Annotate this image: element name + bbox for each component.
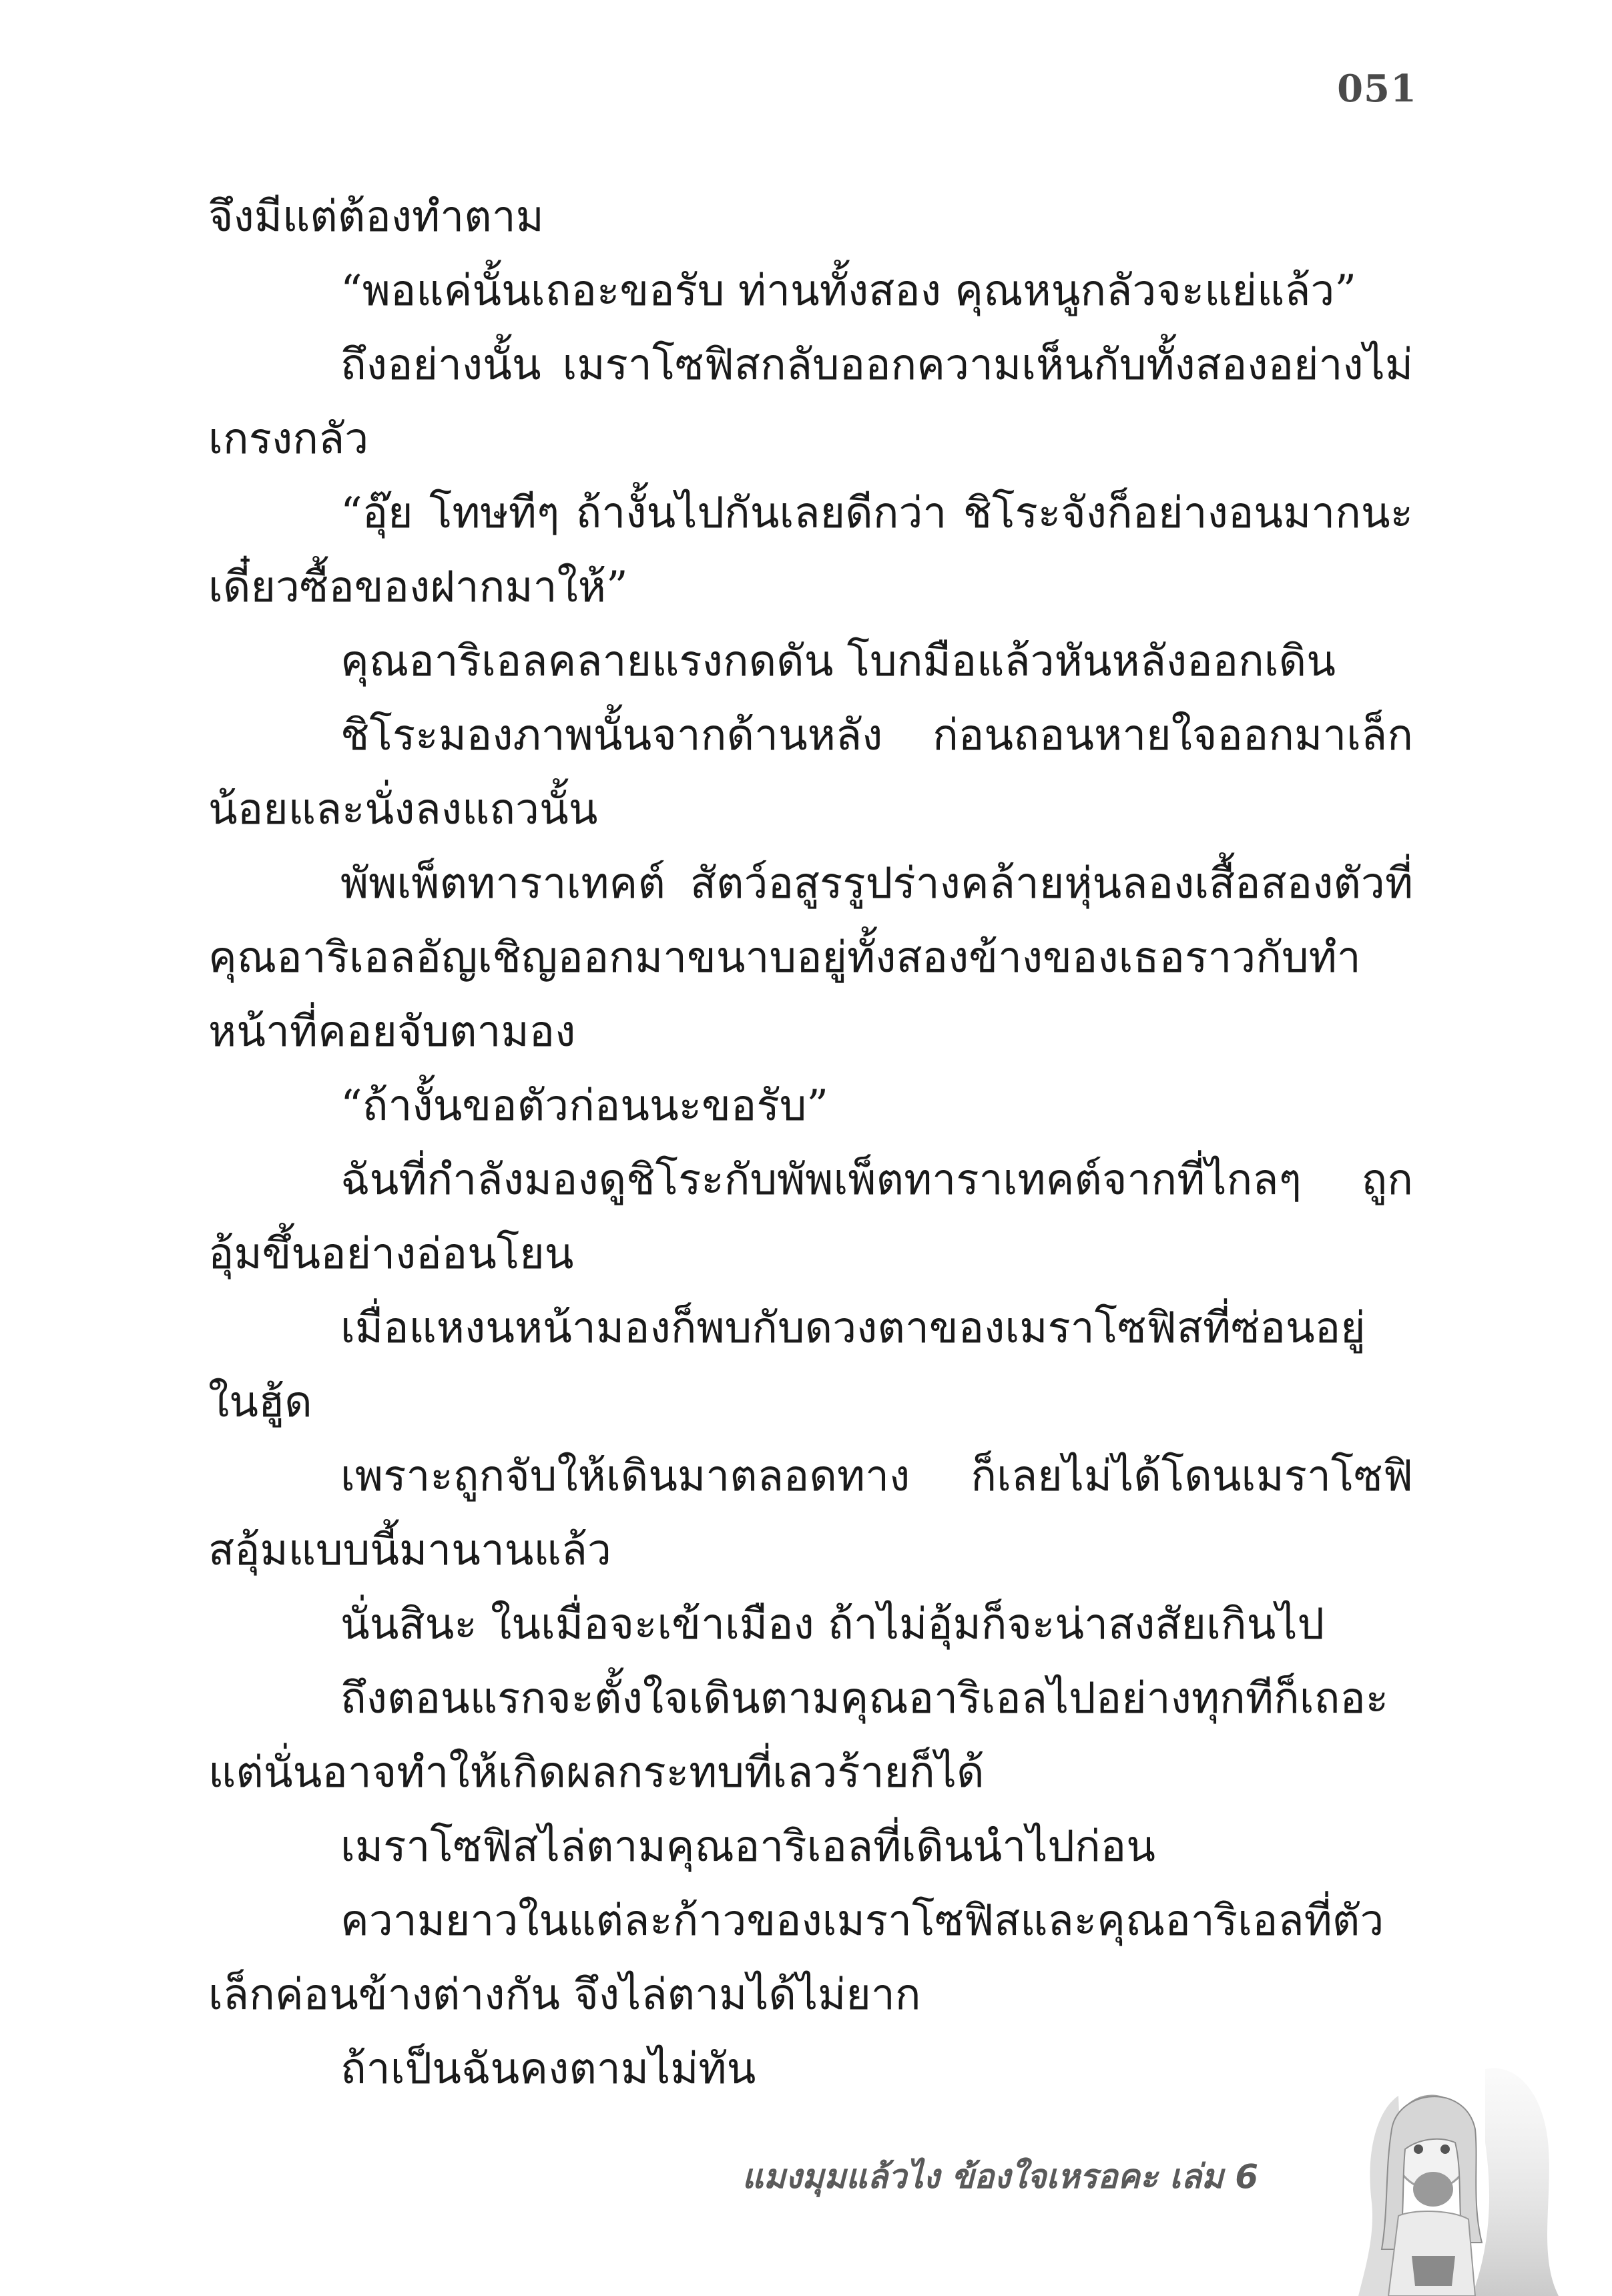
paragraph: จึงมีแต่ต้องทำตาม <box>208 192 544 242</box>
body-text <box>208 180 1413 2106</box>
paragraph: ชิโระมองภาพนั้นจากด้านหลัง ก่อนถอนหายใจออกมาเล็กน้อยและนั่งลงแถวนั้น <box>208 711 1413 834</box>
paragraph: “ถ้างั้นขอตัวก่อนนะขอรับ” <box>340 1081 829 1131</box>
character-illustration <box>1318 2056 1559 2296</box>
paragraph: คุณอาริเอลคลายแรงกดดัน โบกมือแล้วหันหลังออกเดิน <box>340 637 1336 686</box>
paragraph: ความยาวในแต่ละก้าวของเมราโซฟิสและคุณอาริเอลที่ตัวเล็กค่อนข้างต่างกัน จึงไล่ตามได้ไม่ยาก <box>208 1896 1384 2020</box>
running-footer: แมงมุมแล้วไง ข้องใจเหรอคะ เล่ม 6 <box>742 2157 1258 2196</box>
paragraph: ถ้าเป็นฉันคงตามไม่ทัน <box>340 2044 756 2094</box>
paragraph: พัพเพ็ตทาราเทคต์ สัตว์อสูรรูปร่างคล้ายหุ่นลองเสื้อสองตัวที่คุณอาริเอลอัญเชิญออกมาขนาบอยู่ทั้งสองข้างของเธอราวกับทำหน้าที่คอยจับตามอง <box>208 859 1413 1057</box>
paragraph: ฉันที่กำลังมองดูชิโระกับพัพเพ็ตทาราเทคต์จากที่ไกลๆ ถูกอุ้มขึ้นอย่างอ่อนโยน <box>208 1155 1413 1279</box>
page-number: 051 <box>1337 67 1417 111</box>
paragraph: ถึงอย่างนั้น เมราโซฟิสกลับออกความเห็นกับทั้งสองอย่างไม่เกรงกลัว <box>208 340 1413 464</box>
paragraph: เมราโซฟิสไล่ตามคุณอาริเอลที่เดินนำไปก่อน <box>340 1822 1155 1872</box>
paragraph: ถึงตอนแรกจะตั้งใจเดินตามคุณอาริเอลไปอย่างทุกทีก็เถอะแต่นั่นอาจทำให้เกิดผลกระทบที่เลวร้ายก็ได้ <box>208 1674 1389 1797</box>
paragraph: เมื่อแหงนหน้ามองก็พบกับดวงตาของเมราโซฟิสที่ซ่อนอยู่ในฮู้ด <box>208 1304 1366 1427</box>
paragraph: นั่นสินะ ในเมื่อจะเข้าเมือง ถ้าไม่อุ้มก็จะน่าสงสัยเกินไป <box>340 1600 1325 1649</box>
paragraph: “อุ๊ย โทษทีๆ ถ้างั้นไปกันเลยดีกว่า ชิโระจังก็อย่างอนมากนะ เดี๋ยวซื้อของฝากมาให้” <box>208 489 1413 612</box>
paragraph: เพราะถูกจับให้เดินมาตลอดทาง ก็เลยไม่ได้โดนเมราโซฟิสอุ้มแบบนี้มานานแล้ว <box>208 1452 1413 1575</box>
paragraph: “พอแค่นั้นเถอะขอรับ ท่านทั้งสอง คุณหนูกลัวจะแย่แล้ว” <box>340 266 1357 316</box>
